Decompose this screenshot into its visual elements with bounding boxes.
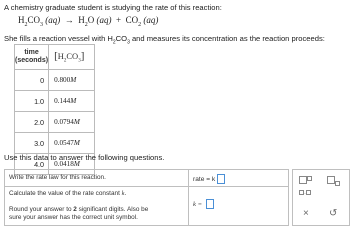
table-row [15, 70, 95, 91]
time-cell: 0 [15, 70, 49, 91]
time-cell: 2.0 [15, 112, 49, 133]
rate-constant-question: Calculate the value of the rate constant k. Round your answer to 2 significant digits. Also be sure your answer has the correct unit symbol. [9, 190, 149, 221]
table-header-row [15, 45, 95, 70]
undo-icon[interactable]: ↺ [329, 208, 338, 219]
concentration-header: $[H_2CO_3]$ [49, 45, 95, 70]
time-cell: 4.0 [15, 154, 49, 175]
question-box [4, 169, 289, 226]
time-header: time (seconds) [15, 45, 49, 70]
time-cell: 3.0 [15, 133, 49, 154]
table-row [15, 112, 95, 133]
concentration-cell: 0.0547M [49, 133, 95, 154]
rate-law-input[interactable] [217, 174, 225, 184]
clear-icon[interactable]: × [303, 208, 309, 219]
table-row [15, 91, 95, 112]
rate-law-question: Write the rate law for this reaction. [9, 174, 106, 181]
multiply-dot-icon[interactable]: · [299, 190, 311, 197]
table-row [15, 133, 95, 154]
subscript-icon[interactable] [327, 176, 340, 186]
instruction-paragraph: She fills a reaction vessel with $H_2CO_3$ and measures its concentration as the reaction proceeds: [4, 34, 325, 46]
concentration-cell: 0.144M [49, 91, 95, 112]
rate-law-answer: rate = k [193, 174, 225, 184]
concentration-cell: 0.0418M [49, 154, 95, 175]
reaction-equation: $H_2CO_3$ $(aq) \to H_2O$ $(aq) + CO_2$ (aq) [18, 15, 159, 28]
question-column-divider [188, 170, 189, 225]
answer-toolbar [292, 169, 350, 226]
superscript-icon[interactable] [299, 176, 312, 186]
intro-text: A chemistry graduate student is studying the rate of this reaction: [4, 3, 222, 12]
rate-constant-input[interactable] [206, 199, 214, 209]
use-data-text: Use this data to answer the following questions. [4, 153, 165, 162]
time-cell: 1.0 [15, 91, 49, 112]
concentration-cell: 0.0794M [49, 112, 95, 133]
concentration-cell: 0.800M [49, 70, 95, 91]
rate-constant-answer: k = [193, 199, 214, 209]
